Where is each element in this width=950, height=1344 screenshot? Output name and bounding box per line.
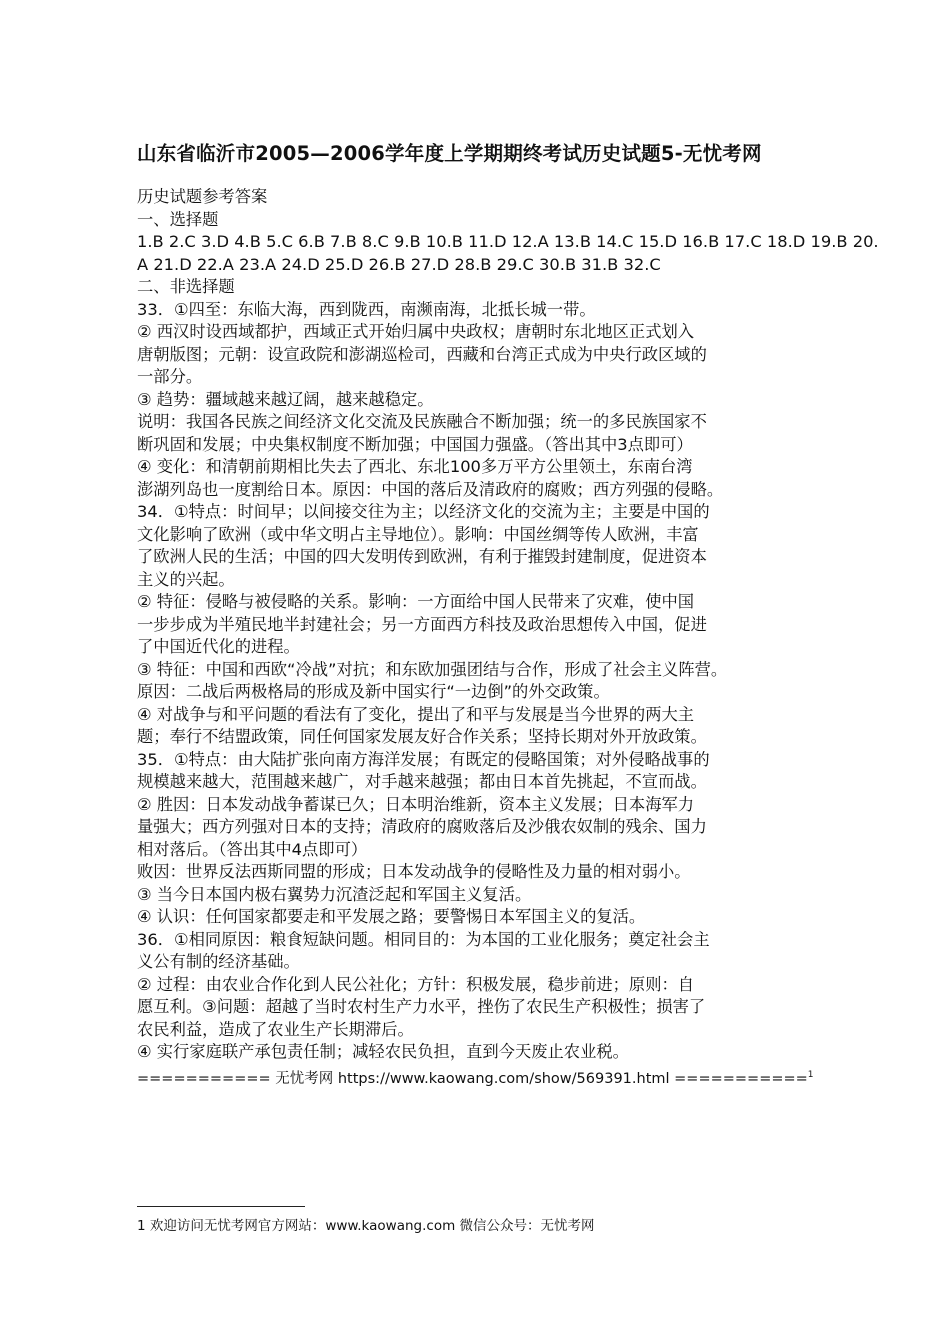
text-line: 断巩固和发展；中央集权制度不断加强；中国国力强盛。（答出其中3点即可）	[137, 434, 693, 454]
text-line: 败因：世界反法西斯同盟的形成；日本发动战争的侵略性及力量的相对弱小。	[137, 862, 691, 881]
text-line: 原因：二战后两极格局的形成及新中国实行“一边倒”的外交政策。	[137, 682, 610, 701]
text-line: ③ 特征：中国和西欧“冷战”对抗；和东欧加强团结与合作，形成了社会主义阵营。	[137, 659, 728, 679]
text-line: ② 特征：侵略与被侵略的关系。影响：一方面给中国人民带来了灾难，使中国	[137, 592, 695, 611]
text-line: 一、选择题	[137, 209, 219, 229]
text-line: 规模越来越大，范围越来越广，对手越来越强；都由日本首先挑起，不宣而战。	[137, 772, 707, 791]
text-line: 义公有制的经济基础。	[137, 952, 300, 971]
text-line: ③ 趋势：疆域越来越辽阔，越来越稳定。	[137, 389, 434, 409]
text-line: ④ 实行家庭联产承包责任制；减轻农民负担，直到今天废止农业税。	[137, 1042, 629, 1061]
document-title: 山东省临沂市2005—2006学年度上学期期终考试历史试题5-无忧考网	[137, 142, 762, 165]
text-line: 一部分。	[137, 367, 203, 386]
text-line: A 21.D 22.A 23.A 24.D 25.D 26.B 27.D 28.B 29.C 30.B 31.B 32.C	[137, 254, 661, 274]
source-url[interactable]: =========== 无忧考网 https://www.kaowang.com/show/569391.html ===========	[137, 1070, 808, 1087]
text-line: 澎湖列岛也一度割给日本。原因：中国的落后及清政府的腐败；西方列强的侵略。	[137, 479, 724, 499]
text-line: ② 西汉时设西域都护，西域正式开始归属中央政权；唐朝时东北地区正式划入	[137, 322, 695, 341]
text-line: ② 过程：由农业合作化到人民公社化；方针：积极发展，稳步前进；原则：自	[137, 974, 695, 994]
text-line: 了欧洲人民的生活；中国的四大发明传到欧洲，有利于摧毁封建制度，促进资本	[137, 547, 707, 566]
text-line: 历史试题参考答案	[137, 187, 268, 206]
text-line: 愿互利。③问题：超越了当时农村生产力水平，挫伤了农民生产积极性；损害了	[137, 997, 706, 1016]
text-line: 量强大；西方列强对日本的支持；清政府的腐败落后及沙俄农奴制的残余、国力	[137, 817, 707, 836]
footnote: 1 欢迎访问无忧考网官方网站：www.kaowang.com 微信公众号：无忧考网	[137, 1218, 595, 1234]
footnote-divider	[137, 1206, 305, 1207]
text-line: 相对落后。（答出其中4点即可）	[137, 839, 368, 859]
text-line: 1.B 2.C 3.D 4.B 5.C 6.B 7.B 8.C 9.B 10.B 11.D 12.A 13.B 14.C 15.D 16.B 17.C 18.D 19.B 20.	[137, 232, 879, 251]
text-line: 唐朝版图；元朝：设宣政院和澎湖巡检司，西藏和台湾正式成为中央行政区域的	[137, 344, 707, 364]
text-line: ② 胜因：日本发动战争蓄谋已久；日本明治维新，资本主义发展；日本海军力	[137, 794, 695, 814]
source-link-line[interactable]	[137, 1064, 827, 1087]
text-line: 了中国近代化的进程。	[137, 637, 300, 656]
text-line: 二、非选择题	[137, 277, 235, 296]
text-line: 35．①特点：由大陆扩张向南方海洋发展；有既定的侵略国策；对外侵略战事的	[137, 749, 710, 769]
text-line: 34．①特点：时间早；以间接交往为主；以经济文化的交流为主；主要是中国的	[137, 502, 710, 521]
text-line: ④ 对战争与和平问题的看法有了变化，提出了和平与发展是当今世界的两大主	[137, 704, 695, 724]
text-line: 36．①相同原因：粮食短缺问题。相同目的：为本国的工业化服务；奠定社会主	[137, 929, 710, 949]
text-line: ④ 变化：和清朝前期相比失去了西北、东北100多万平方公里领土，东南台湾	[137, 457, 693, 476]
text-line: 主义的兴起。	[137, 569, 235, 589]
text-line: 文化影响了欧洲（或中华文明占主导地位）。影响：中国丝绸等传人欧洲，丰富	[137, 524, 699, 544]
text-line: 说明：我国各民族之间经济文化交流及民族融合不断加强；统一的多民族国家不	[137, 412, 707, 431]
text-line: ④ 认识：任何国家都要走和平发展之路；要警惕日本军国主义的复活。	[137, 907, 646, 926]
text-line: ③ 当今日本国内极右翼势力沉渣泛起和军国主义复活。	[137, 884, 532, 904]
text-line: 农民利益，造成了农业生产长期滞后。	[137, 1019, 414, 1039]
text-line: 题；奉行不结盟政策，同任何国家发展友好合作关系；坚持长期对外开放政策。	[137, 727, 707, 746]
footnote-marker: 1	[807, 1069, 814, 1080]
text-line: 一步步成为半殖民地半封建社会；另一方面西方科技及政治思想传入中国，促进	[137, 614, 707, 634]
text-line: 33．①四至：东临大海，西到陇西，南濒南海，北抵长城一带。	[137, 299, 596, 319]
answer-body	[137, 186, 879, 1087]
